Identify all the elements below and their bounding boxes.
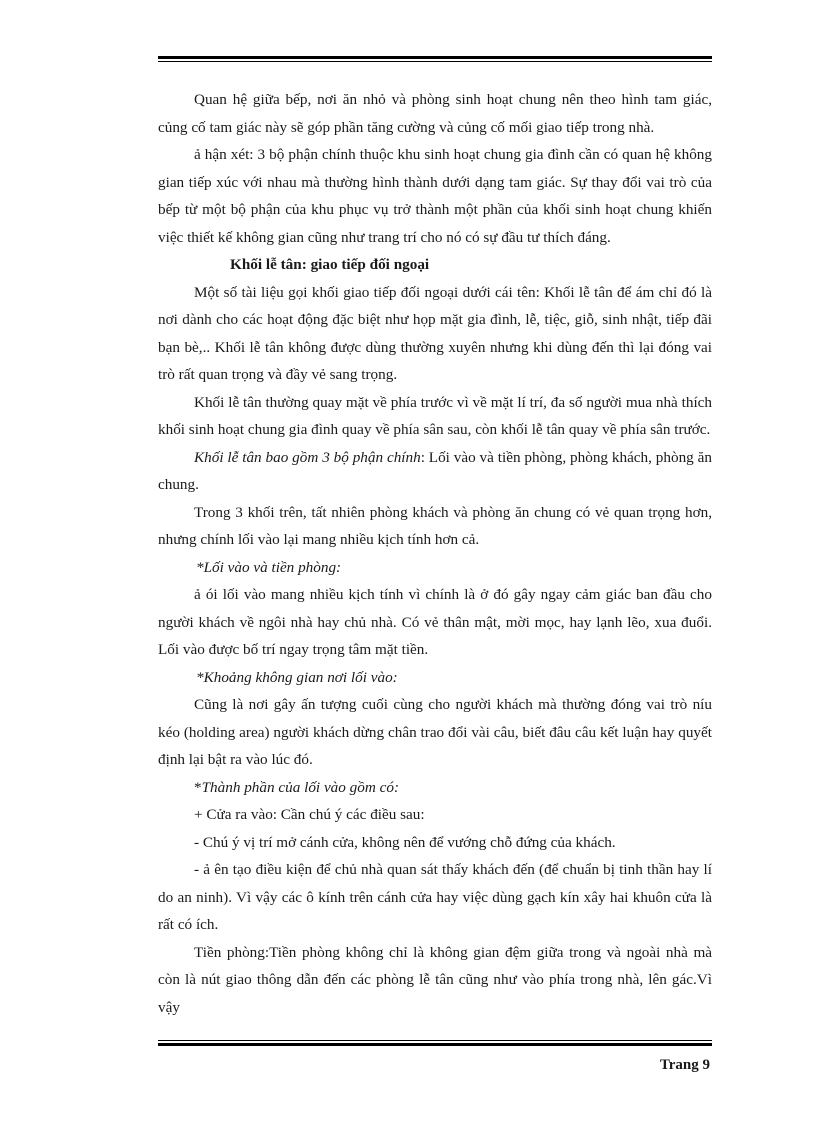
paragraph: Một số tài liệu gọi khối giao tiếp đối ngoại dưới cái tên: Khối lễ tân để ám chỉ đó là nơi dành cho các hoạt động đặc biệt như họp mặt gia đình, lễ, tiệc, giỗ, sinh nhật, tiếp đãi bạn bè,.. Khối lễ tân không được dùng thường xuyên nhưng khi dùng đến thì lại đóng vai trò rất quan trọng và đầy vẻ sang trọng. — [158, 283, 712, 383]
paragraph: Quan hệ giữa bếp, nơi ăn nhỏ và phòng sinh hoạt chung nên theo hình tam giác, củng cố tam giác này sẽ góp phần tăng cường và củng cố mối giao tiếp trong nhà. — [158, 91, 712, 136]
list-item: - Chú ý vị trí mở cánh cửa, không nên để vướng chỗ đứng của khách. — [194, 833, 616, 851]
subheading-text: Thành phần của lối vào gồm có: — [201, 778, 400, 796]
paragraph — [158, 444, 712, 499]
paragraph: Tiền phòng:Tiền phòng không chỉ là không gian đệm giữa trong và ngoài nhà mà còn là nút giao thông dẫn đến các phòng lễ tân cũng như vào phía trong nhà, lên gác.Vì vậy — [158, 943, 712, 1016]
header-rule — [158, 56, 712, 62]
document-body — [158, 86, 712, 1021]
paragraph: ả hận xét: 3 bộ phận chính thuộc khu sinh hoạt chung gia đình cần có quan hệ không gian tiếp xúc với nhau mà thường hình thành dưới dạng tam giác. Sự thay đổi vai trò của bếp từ một bộ phận của khu phục vụ trở thành một phần của khối sinh hoạt chung khiến việc thiết kế không gian cũng như trang trí cho nó có sự đầu tư thích đáng. — [158, 146, 712, 246]
paragraph: ả ói lối vào mang nhiều kịch tính vì chính là ở đó gây ngay cảm giác ban đầu cho người khách về ngôi nhà hay chủ nhà. Có vẻ thân mật, mời mọc, hay lạnh lẽo, xua đuổi. Lối vào được bố trí ngay trọng tâm mặt tiền. — [158, 586, 712, 658]
section-heading: Khối lễ tân: giao tiếp đối ngoại — [230, 256, 430, 273]
subheading: *Lối vào và tiền phòng: — [196, 558, 342, 576]
paragraph: Cũng là nơi gây ấn tượng cuối cùng cho người khách mà thường đóng vai trò níu kéo (holding area) người khách dừng chân trao đổi vài câu, biết đâu câu kết luận hay quyết định lại bật ra vào lúc đó. — [158, 696, 712, 768]
paragraph: Trong 3 khối trên, tất nhiên phòng khách và phòng ăn chung có vẻ quan trọng hơn, nhưng chính lối vào lại mang nhiều kịch tính hơn cả. — [158, 503, 712, 548]
asterisk: * — [194, 778, 202, 796]
list-item: - ả ên tạo điều kiện để chủ nhà quan sát thấy khách đến (để chuẩn bị tinh thần hay lí do an ninh). Vì vậy các ô kính trên cánh cửa hay việc dùng gạch kín xây hai khuôn cửa là rất có ích. — [158, 861, 712, 933]
paragraph-text: : Lối vào và tiền phòng, phòng khách, phòng ăn chung. — [158, 448, 712, 493]
footer-rule — [158, 1040, 712, 1046]
list-item: + Cửa ra vào: Cần chú ý các điều sau: — [194, 806, 425, 823]
page-number: Trang 9 — [659, 1057, 710, 1073]
italic-lead: Khối lễ tân bao gồm 3 bộ phận chính — [194, 448, 421, 466]
subheading — [158, 774, 712, 802]
subheading: *Khoảng không gian nơi lối vào: — [196, 668, 398, 686]
paragraph: Khối lễ tân thường quay mặt về phía trước vì về mặt lí trí, đa số người mua nhà thích khối sinh hoạt chung gia đình quay về phía sân sau, còn khối lễ tân quay về phía sân trước. — [158, 393, 712, 438]
